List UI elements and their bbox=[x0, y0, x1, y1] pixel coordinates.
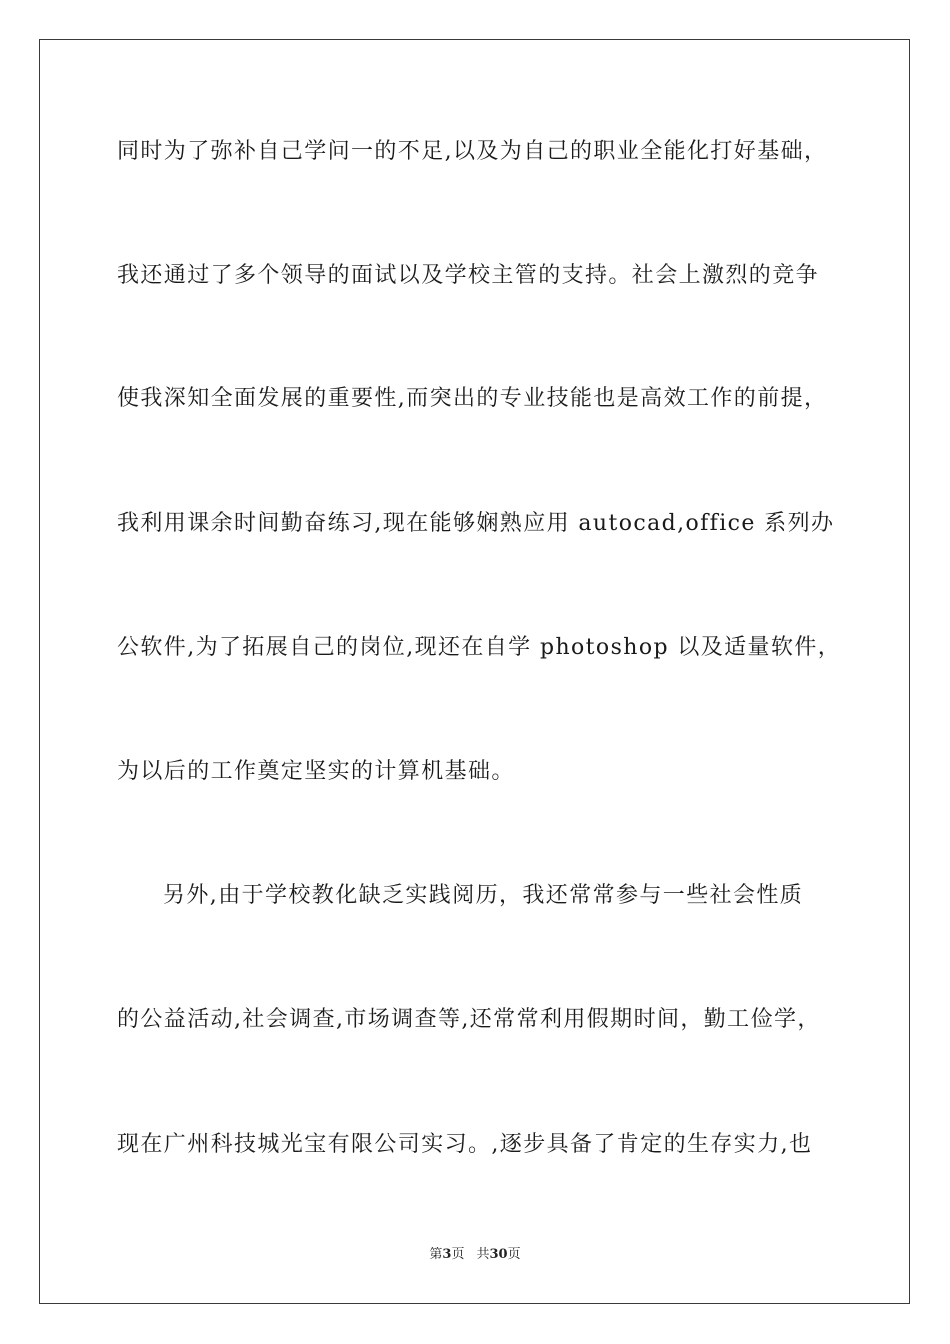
text-line-3: 使我深知全面发展的重要性,而突出的专业技能也是高效工作的前提， bbox=[117, 386, 828, 411]
text-line-6: 为以后的工作奠定坚实的计算机基础。 bbox=[117, 759, 515, 784]
footer-page-suffix: 页 bbox=[451, 1247, 465, 1262]
text-line-5: 公软件,为了拓展自己的岗位,现还在自学 photoshop 以及适量软件， bbox=[117, 635, 842, 660]
footer-total-prefix: 共 bbox=[476, 1247, 490, 1262]
page-border bbox=[39, 39, 910, 1304]
page-footer bbox=[0, 1246, 950, 1264]
text-line-2: 我还通过了多个领导的面试以及学校主管的支持。社会上激烈的竞争 bbox=[117, 263, 820, 288]
footer-page-number: 3 bbox=[442, 1247, 452, 1262]
footer-page-prefix: 第 bbox=[429, 1247, 443, 1262]
footer-total-suffix: 页 bbox=[507, 1247, 521, 1262]
text-line-8: 的公益活动,社会调查,市场调查等,还常常利用假期时间，勤工俭学， bbox=[117, 1007, 821, 1032]
footer-total-pages: 30 bbox=[489, 1247, 508, 1262]
text-line-9: 现在广州科技城光宝有限公司实习。,逐步具备了肯定的生存实力,也 bbox=[117, 1132, 813, 1157]
text-line-7: 另外,由于学校教化缺乏实践阅历，我还常常参与一些社会性质 bbox=[163, 883, 804, 908]
text-line-1: 同时为了弥补自己学问一的不足,以及为自己的职业全能化打好基础， bbox=[117, 139, 828, 164]
text-line-4: 我利用课余时间勤奋练习,现在能够娴熟应用 autocad,office 系列办 bbox=[117, 511, 835, 536]
